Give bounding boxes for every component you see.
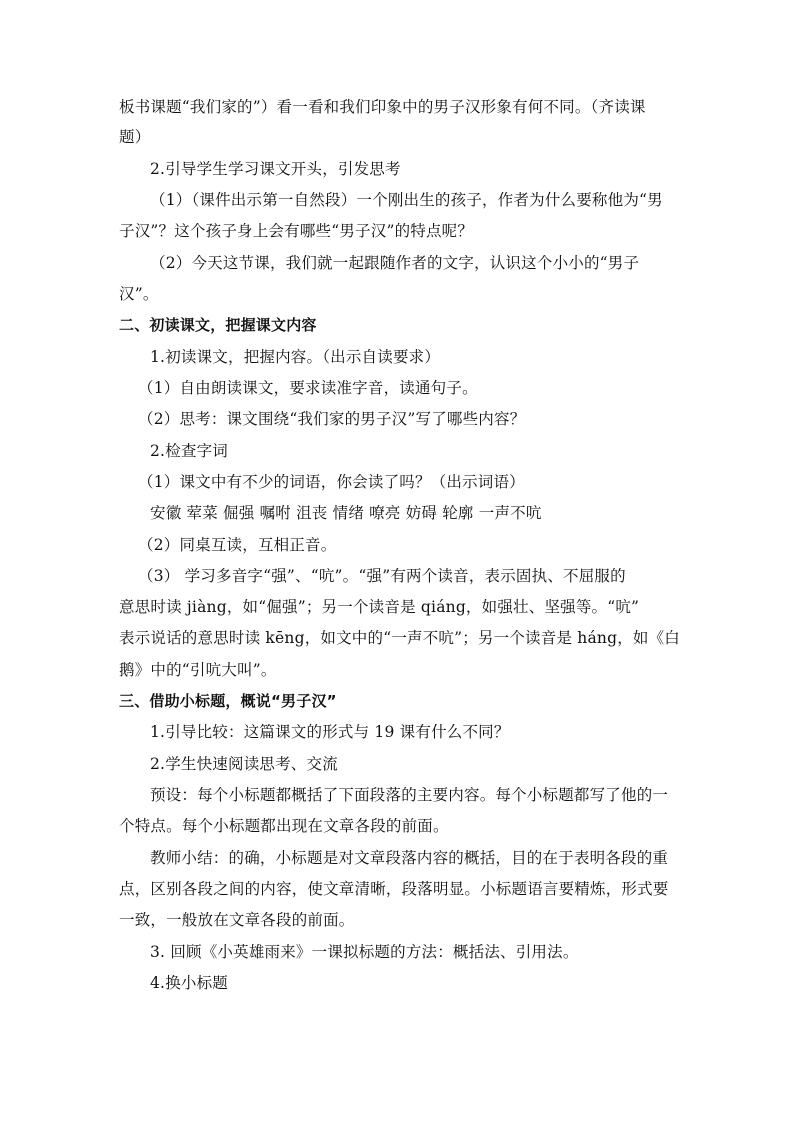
step-heading-1: 1.初读课文，把握内容。（出示自读要求） bbox=[150, 348, 441, 366]
summary-line-3: 一致，一般放在文章各段的前面。 bbox=[119, 911, 355, 929]
paragraph-line-2: 题） bbox=[119, 128, 151, 146]
question-1-line-2: 子汉”？这个孩子身上会有哪些“男子汉”的特点呢？ bbox=[119, 222, 474, 240]
word-task-1: （1）课文中有不少的词语，你会读了吗？（出示词语） bbox=[138, 473, 525, 491]
compare-step: 1.引导比较：这篇课文的形式与 19 课有什么不同？ bbox=[150, 723, 510, 741]
summary-line-1: 教师小结：的确，小标题是对文章段落内容的概括，目的在于表明各段的重 bbox=[150, 849, 669, 867]
word-task-2: （2）同桌互读，互相正音。 bbox=[138, 536, 337, 554]
polyphone-line-4: 鹅》中的“引吭大叫”。 bbox=[119, 661, 277, 679]
question-2-line-2: 汉”。 bbox=[119, 285, 159, 303]
question-1-line-1: （1）（课件出示第一自然段）一个刚出生的孩子，作者为什么要称他为“男 bbox=[150, 191, 663, 209]
section-heading-3: 三、借助小标题，概说“男子汉” bbox=[119, 692, 337, 710]
paragraph-line-1: 板书课题“我们家的”）看一看和我们印象中的男子汉形象有何不同。（齐读课 bbox=[119, 98, 646, 116]
reading-task-1: （1）自由朗读课文，要求读准字音，读通句子。 bbox=[138, 379, 478, 397]
summary-line-2: 点，区别各段之间的内容，使文章清晰，段落明显。小标题语言要精炼，形式要 bbox=[119, 880, 669, 898]
polyphone-line-2: 意思时读 jiàng，如“倔强”；另一个读音是 qiáng，如强壮、坚强等。“吭” bbox=[119, 598, 640, 616]
review-step: 3. 回顾《小英雄雨来》一课拟标题的方法：概括法、引用法。 bbox=[150, 943, 579, 961]
preset-line-2: 个特点。每个小标题都出现在文章各段的前面。 bbox=[119, 817, 449, 835]
change-title-step: 4.换小标题 bbox=[150, 974, 228, 992]
discussion-step: 2.学生快速阅读思考、交流 bbox=[150, 755, 338, 773]
step-heading-2: 2.引导学生学习课文开头，引发思考 bbox=[150, 160, 401, 178]
preset-line-1: 预设：每个小标题都概括了下面段落的主要内容。每个小标题都写了他的一 bbox=[150, 786, 669, 804]
question-2-line-1: （2）今天这节课，我们就一起跟随作者的文字，认识这个小小的“男子 bbox=[150, 254, 640, 272]
polyphone-line-3: 表示说话的意思时读 kēng，如文中的“一声不吭”；另一个读音是 háng，如《白 bbox=[119, 629, 681, 647]
step-heading-check-words: 2.检查字词 bbox=[150, 442, 228, 460]
section-heading-2: 二、初读课文，把握课文内容 bbox=[119, 316, 317, 334]
reading-task-2: （2）思考：课文围绕“我们家的男子汉”写了哪些内容？ bbox=[138, 410, 526, 428]
vocabulary-list: 安徽 荤菜 倔强 嘱咐 沮丧 情绪 嘹亮 妨碍 轮廓 一声不吭 bbox=[150, 504, 542, 522]
polyphone-line-1: （3） 学习多音字“强”、“吭”。“强”有两个读音，表示固执、不屈服的 bbox=[138, 567, 626, 585]
